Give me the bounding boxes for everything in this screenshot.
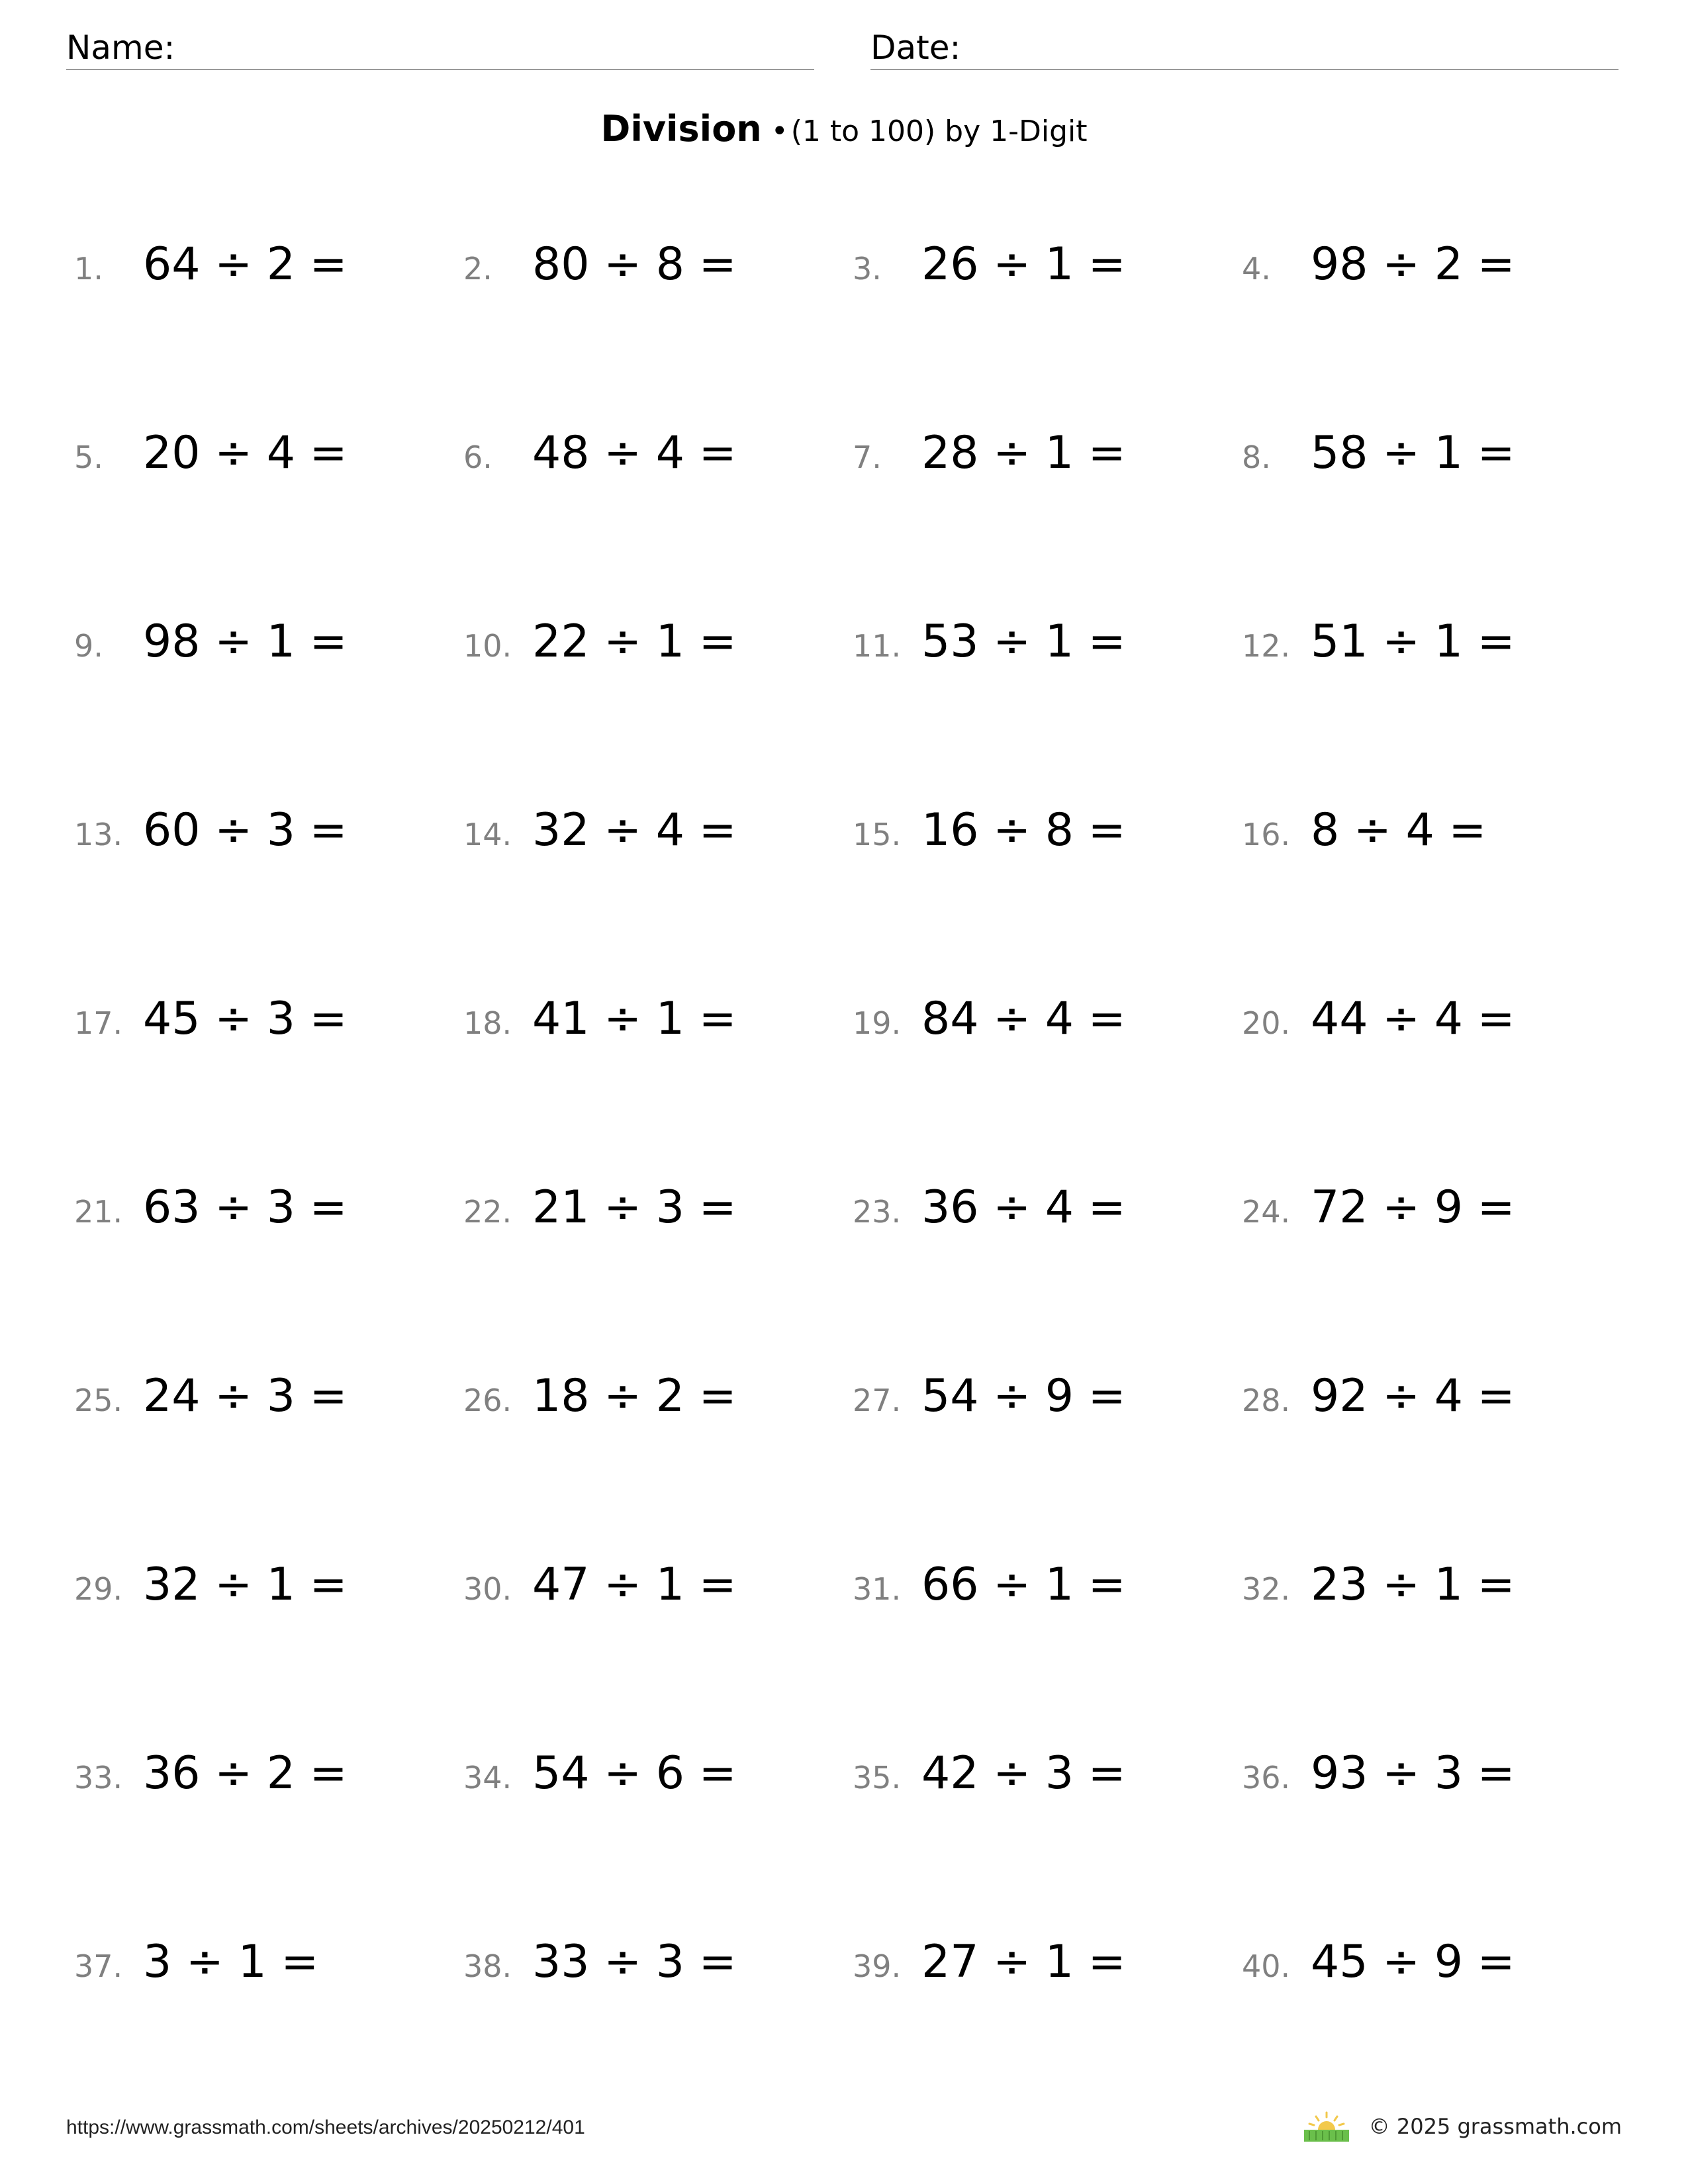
- problem-item: [463, 1559, 853, 1631]
- problem-number: 31.: [853, 1571, 902, 1607]
- footer-url: https://www.grassmath.com/sheets/archives/20250212/401: [66, 2116, 585, 2138]
- problem-item: [1242, 1747, 1631, 1820]
- problem-number: 29.: [74, 1571, 123, 1607]
- name-field[interactable]: [66, 26, 814, 70]
- problem-item: [853, 615, 1242, 688]
- title-main: Division: [600, 108, 762, 150]
- problem-item: [463, 615, 853, 688]
- problem-item: [463, 238, 853, 311]
- problem-expression: 48 ÷ 4 =: [532, 427, 737, 479]
- footer-brand: [1303, 2111, 1622, 2142]
- problem-expression: 18 ÷ 2 =: [532, 1370, 737, 1422]
- date-label: Date:: [870, 28, 961, 67]
- problem-number: 10.: [463, 628, 512, 664]
- problem-item: [1242, 1559, 1631, 1631]
- problem-item: [74, 615, 463, 688]
- name-label: Name:: [66, 28, 175, 67]
- problem-item: [853, 1559, 1242, 1631]
- problem-number: 16.: [1242, 817, 1291, 852]
- problem-expression: 36 ÷ 4 =: [921, 1181, 1126, 1234]
- problem-item: [853, 238, 1242, 311]
- problem-expression: 47 ÷ 1 =: [532, 1559, 737, 1611]
- problem-number: 4.: [1242, 251, 1271, 287]
- problem-number: 7.: [853, 439, 882, 475]
- problem-number: 32.: [1242, 1571, 1291, 1607]
- problem-expression: 41 ÷ 1 =: [532, 993, 737, 1045]
- problem-expression: 22 ÷ 1 =: [532, 615, 737, 668]
- problem-item: [853, 804, 1242, 877]
- problem-expression: 60 ÷ 3 =: [143, 804, 348, 856]
- problem-number: 13.: [74, 817, 123, 852]
- problem-expression: 93 ÷ 3 =: [1311, 1747, 1515, 1799]
- problem-number: 21.: [74, 1194, 123, 1230]
- problem-expression: 36 ÷ 2 =: [143, 1747, 348, 1799]
- problem-expression: 53 ÷ 1 =: [921, 615, 1126, 668]
- problem-item: [74, 1559, 463, 1631]
- problem-expression: 64 ÷ 2 =: [143, 238, 348, 291]
- problem-number: 1.: [74, 251, 103, 287]
- problem-item: [74, 1936, 463, 2009]
- problem-number: 20.: [1242, 1005, 1291, 1041]
- problem-expression: 92 ÷ 4 =: [1311, 1370, 1515, 1422]
- problem-number: 25.: [74, 1383, 123, 1418]
- problem-item: [1242, 615, 1631, 688]
- problem-number: 19.: [853, 1005, 902, 1041]
- problem-item: [463, 804, 853, 877]
- problem-expression: 20 ÷ 4 =: [143, 427, 348, 479]
- problem-number: 28.: [1242, 1383, 1291, 1418]
- problem-item: [74, 1747, 463, 1820]
- problem-number: 22.: [463, 1194, 512, 1230]
- problem-number: 3.: [853, 251, 882, 287]
- problem-number: 18.: [463, 1005, 512, 1041]
- problem-item: [463, 1181, 853, 1254]
- problem-number: 2.: [463, 251, 492, 287]
- problem-number: 26.: [463, 1383, 512, 1418]
- problem-number: 12.: [1242, 628, 1291, 664]
- problem-grid: [74, 238, 1597, 2124]
- problem-expression: 84 ÷ 4 =: [921, 993, 1126, 1045]
- problem-number: 11.: [853, 628, 902, 664]
- problem-number: 5.: [74, 439, 103, 475]
- problem-item: [74, 1181, 463, 1254]
- problem-expression: 26 ÷ 1 =: [921, 238, 1126, 291]
- problem-expression: 27 ÷ 1 =: [921, 1936, 1126, 1988]
- problem-expression: 16 ÷ 8 =: [921, 804, 1126, 856]
- problem-item: [853, 427, 1242, 500]
- problem-number: 23.: [853, 1194, 902, 1230]
- problem-expression: 54 ÷ 9 =: [921, 1370, 1126, 1422]
- problem-number: 38.: [463, 1948, 512, 1984]
- problem-expression: 45 ÷ 9 =: [1311, 1936, 1515, 1988]
- problem-number: 40.: [1242, 1948, 1291, 1984]
- problem-item: [74, 993, 463, 1066]
- problem-item: [1242, 427, 1631, 500]
- problem-number: 33.: [74, 1760, 123, 1796]
- title-subtitle: (1 to 100) by 1-Digit: [790, 114, 1088, 148]
- problem-expression: 66 ÷ 1 =: [921, 1559, 1126, 1611]
- problem-expression: 80 ÷ 8 =: [532, 238, 737, 291]
- problem-expression: 32 ÷ 4 =: [532, 804, 737, 856]
- problem-item: [1242, 1936, 1631, 2009]
- problem-expression: 21 ÷ 3 =: [532, 1181, 737, 1234]
- sun-over-grass-icon: [1303, 2111, 1350, 2142]
- problem-item: [1242, 1181, 1631, 1254]
- problem-item: [1242, 1370, 1631, 1443]
- date-field[interactable]: [870, 26, 1618, 70]
- problem-number: 39.: [853, 1948, 902, 1984]
- problem-expression: 44 ÷ 4 =: [1311, 993, 1515, 1045]
- problem-item: [463, 427, 853, 500]
- problem-expression: 54 ÷ 6 =: [532, 1747, 737, 1799]
- footer-copyright: © 2025 grassmath.com: [1368, 2114, 1622, 2139]
- problem-item: [74, 804, 463, 877]
- problem-item: [853, 1936, 1242, 2009]
- problem-item: [463, 993, 853, 1066]
- problem-item: [74, 1370, 463, 1443]
- problem-expression: 3 ÷ 1 =: [143, 1936, 319, 1988]
- problem-item: [853, 1181, 1242, 1254]
- problem-item: [463, 1370, 853, 1443]
- problem-expression: 32 ÷ 1 =: [143, 1559, 348, 1611]
- problem-expression: 28 ÷ 1 =: [921, 427, 1126, 479]
- problem-number: 15.: [853, 817, 902, 852]
- problem-item: [1242, 993, 1631, 1066]
- problem-number: 34.: [463, 1760, 512, 1796]
- problem-item: [1242, 238, 1631, 311]
- problem-number: 14.: [463, 817, 512, 852]
- problem-item: [853, 1747, 1242, 1820]
- problem-expression: 72 ÷ 9 =: [1311, 1181, 1515, 1234]
- problem-item: [74, 427, 463, 500]
- problem-number: 17.: [74, 1005, 123, 1041]
- problem-item: [74, 238, 463, 311]
- problem-expression: 8 ÷ 4 =: [1311, 804, 1487, 856]
- problem-item: [853, 993, 1242, 1066]
- problem-expression: 45 ÷ 3 =: [143, 993, 348, 1045]
- problem-expression: 58 ÷ 1 =: [1311, 427, 1515, 479]
- problem-item: [463, 1936, 853, 2009]
- problem-expression: 63 ÷ 3 =: [143, 1181, 348, 1234]
- problem-number: 37.: [74, 1948, 123, 1984]
- problem-item: [853, 1370, 1242, 1443]
- problem-expression: 23 ÷ 1 =: [1311, 1559, 1515, 1611]
- problem-number: 8.: [1242, 439, 1271, 475]
- problem-number: 30.: [463, 1571, 512, 1607]
- problem-number: 6.: [463, 439, 492, 475]
- title-bullet: •: [771, 114, 788, 148]
- problem-expression: 51 ÷ 1 =: [1311, 615, 1515, 668]
- problem-number: 27.: [853, 1383, 902, 1418]
- problem-expression: 98 ÷ 2 =: [1311, 238, 1515, 291]
- problem-number: 35.: [853, 1760, 902, 1796]
- problem-number: 9.: [74, 628, 103, 664]
- problem-item: [1242, 804, 1631, 877]
- problem-item: [463, 1747, 853, 1820]
- problem-expression: 33 ÷ 3 =: [532, 1936, 737, 1988]
- problem-expression: 98 ÷ 1 =: [143, 615, 348, 668]
- problem-expression: 42 ÷ 3 =: [921, 1747, 1126, 1799]
- problem-number: 36.: [1242, 1760, 1291, 1796]
- problem-number: 24.: [1242, 1194, 1291, 1230]
- problem-expression: 24 ÷ 3 =: [143, 1370, 348, 1422]
- worksheet-title: [0, 106, 1688, 155]
